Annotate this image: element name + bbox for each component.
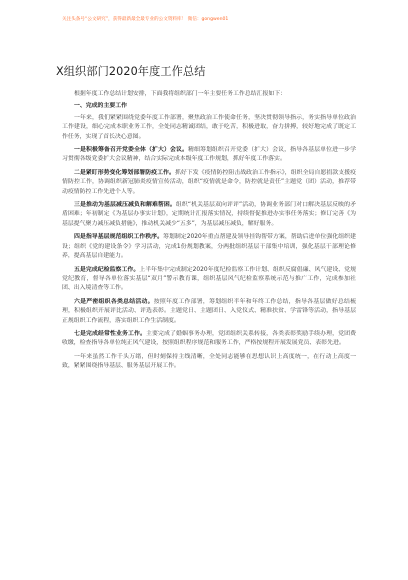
section-heading: 一、完成的主要工作 [74,103,128,110]
summary-paragraph: 一年来，我们紧紧围绕党委年度工作部署，聚焦政治工作使命任务，坚决贯彻领导指示，务实指导单位政治工作建设，细心完成本职业务工作，全处同志精诚团结，敢于吃苦，积极进取，奋力拼搏，较好地完成了既定工作任务，实现了首长决心意图。 [62,114,356,140]
work-item-5 [62,266,356,294]
intro-paragraph: 根据年度工作总结计划安排，下面我将组织部门一年主要任务工作总结汇报如下： [74,91,287,97]
work-item-text: 抓好下发《疫情防控阻击战政治工作指示》，组织全局自愿捐款支援疫情防控工作，协调组织新冠肺炎疫情宣传活动，组织“疫情就是命令，防控就是责任”主题党（团）活动，推荐带动疫情防控工作先进个人等。 [62,169,356,195]
work-item-text: 筹划制定2020年重点帮建及领导挂钩帮带方案，帮助后进单位强化组织建设；组织《党的建设条令》学习活动，完成1份规划教案，分两批组织基层干部集中培训，强化基层干部理论修养，提高基层自建能力。 [62,234,356,260]
work-item-6 [62,298,356,326]
work-item-lead: 五是完成纪检监察工作。 [74,266,140,273]
work-item-2 [62,169,356,197]
work-item-4 [62,233,356,261]
work-item-text: 精细筹划组织召开党委（扩大）会议，指导各基层单位进一步学习贯彻各级党委扩大会议精神，结合实际完成本级年度工作规划，抓好年度工作落实。 [62,147,357,163]
document-title: X组织部门2020年度工作总结 [56,65,206,78]
work-item-lead: 六是严密组织各类总结活动。 [74,298,154,305]
header-banner: 关注头条号“公文研究”，获得最新最全最专业的公文资料库！ 微信：gongwen01 [62,17,229,22]
work-item-7 [62,330,356,349]
work-item-lead: 二是紧盯形势变化筹划部署防疫工作。 [74,169,175,176]
work-item-lead: 一是积极筹备召开党委全体（扩大）会议。 [74,147,189,154]
work-item-text: 上半年集中完成制定2020年度纪检监察工作计划、组织反腐倡廉、风气建设、党规党纪教育，督导各单位落实基层“双月”警示教育课，组织基层风气纪检监察系统示范与推广工作，完成参加社团、出入境清查等工作。 [62,266,357,292]
work-item-lead: 四是指导基层规范组织工作秩序。 [74,234,163,241]
work-item-text: 主要完成了婚姻事务办理，党团组织关系转接，各类表彰奖励手续办理，党团费收缴，检查指导各单位纯正风气建设，按照组织程序规范和服务工作，严格按规程开展发展党员、表彰先进。 [62,330,357,347]
closing-paragraph: 一年来虽然工作千头万绪，但时刻保持主线清晰，全处同志能够在思想认识上高度统一，在行动上高度一致，紧紧围绕指导基层、服务基层开展工作。 [62,353,356,370]
work-item-3 [62,201,356,229]
work-item-text: 按照年度工作部署，筹划组织半年和年终工作总结，指导各基层做好总结梳理，积极组织开展评比活动、评选表彰。主题党日、主题团日、入党仪式、精准扶贫、学雷锋等活动，指导基层正规组织工作流程，落实组织工作生活制度。 [62,298,357,324]
work-item-lead: 三是推动为基层减压减负和解难帮困。 [74,202,176,209]
work-item-text: 组织“机关基层双向评评”活动，协调业务部门对口解决基层反映的矛盾困难；年初制定《为基层办事实计划》，定期统计汇报落实情况，持续督促推进办实事任务落实；修订完善《为基层提气聚力减压减负措施》，推动机关减少“五多”，为基层减压减负，解好服务。 [62,202,356,227]
work-item-lead: 七是完成经常性业务工作。 [74,330,147,337]
work-item-1 [62,146,356,165]
document-body [62,90,356,372]
